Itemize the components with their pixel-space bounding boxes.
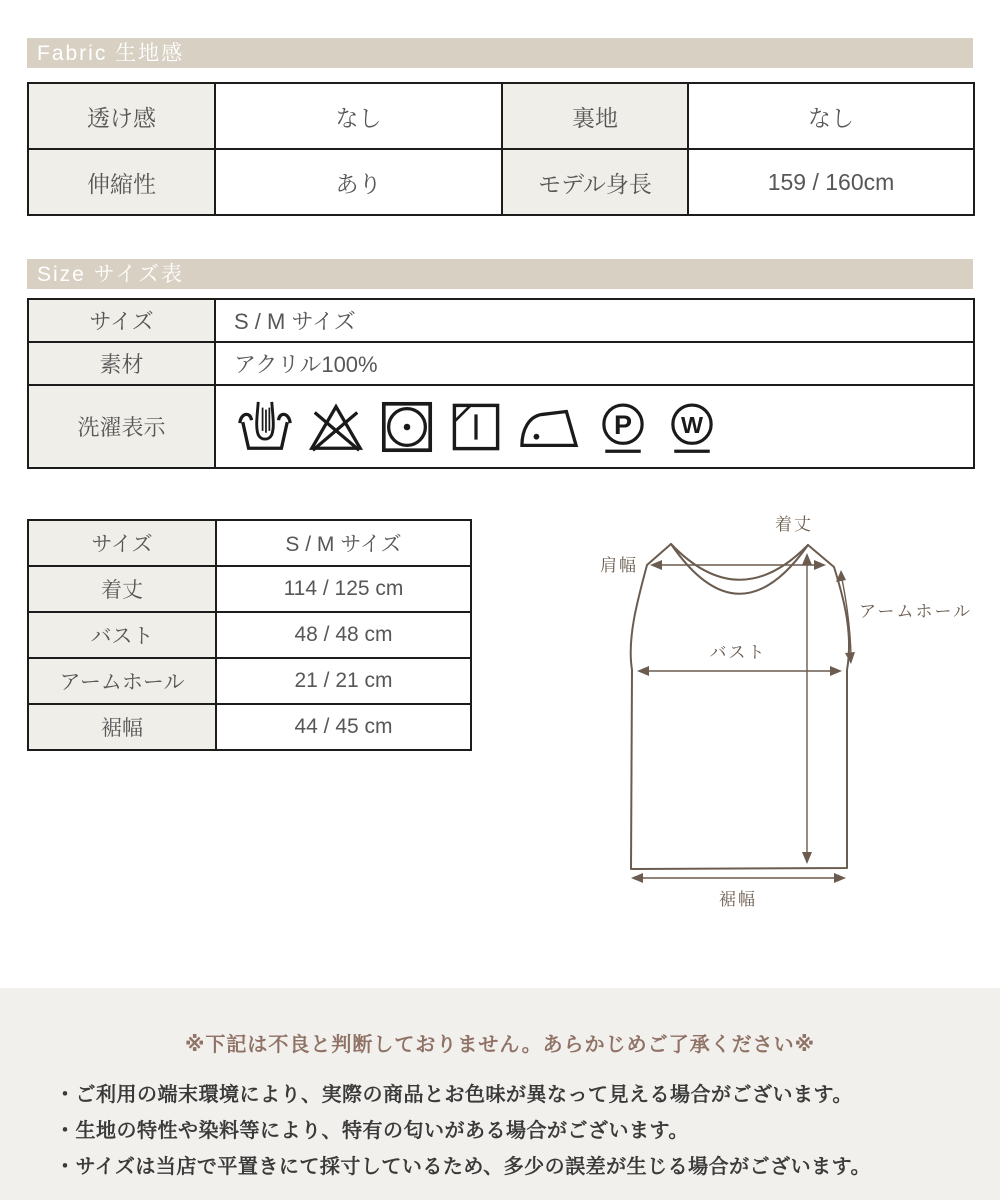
hem-width-label: 裾幅: [719, 890, 757, 909]
fabric-label-sheerness: 透け感: [28, 83, 215, 149]
meas-label-armhole: アームホール: [28, 658, 216, 704]
vest-back-neckline: [671, 544, 808, 580]
meas-value-length: 114 / 125 cm: [216, 566, 471, 612]
garment-diagram: [557, 507, 977, 922]
care-icons-cell: [215, 385, 974, 468]
fabric-value-model-height: 159 / 160cm: [688, 149, 974, 215]
tumble-dry-low-icon: [378, 398, 436, 456]
meas-label-length: 着丈: [28, 566, 216, 612]
table-row: [28, 149, 974, 215]
shoulder-width-label: 肩幅: [600, 556, 638, 575]
table-row: [28, 83, 974, 149]
notice-item-measure: ・サイズは当店で平置きにて採寸しているため、多少の誤差が生じる場合がございます。: [55, 1156, 871, 1178]
meas-label-hem: 裾幅: [28, 704, 216, 750]
material-value: アクリル100%: [215, 342, 974, 385]
wet-clean-w-icon: [664, 398, 720, 456]
meas-value-hem: 44 / 45 cm: [216, 704, 471, 750]
care-icons: [234, 398, 972, 456]
shade-line-dry-icon: [449, 398, 503, 456]
body-length-label: 着丈: [775, 515, 813, 534]
hand-wash-icon: [236, 398, 294, 456]
table-row: [28, 658, 471, 704]
size-label: サイズ: [28, 299, 215, 342]
dry-clean-letter: P: [613, 409, 633, 440]
fabric-section-header: [27, 38, 973, 68]
vest-outline: [631, 544, 849, 869]
table-row: [28, 566, 471, 612]
notice-item-odor: ・生地の特性や染料等により、特有の匂いがある場合がございます。: [55, 1120, 689, 1142]
content: [27, 38, 973, 934]
size-table: [27, 298, 975, 469]
measurements-table: [27, 519, 472, 751]
dry-clean-p-icon: [595, 398, 651, 456]
size-section-title: Size サイズ表: [37, 263, 185, 286]
table-row: [28, 342, 974, 385]
fabric-label-model-height: モデル身長: [502, 149, 688, 215]
fabric-label-lining: 裏地: [502, 83, 688, 149]
notice-items: [55, 1077, 1000, 1185]
meas-label-bust: バスト: [28, 612, 216, 658]
bust-label: バスト: [709, 643, 767, 662]
size-value: S / M サイズ: [215, 299, 974, 342]
do-not-bleach-icon: [307, 398, 365, 456]
notice-title: ※下記は不良と判断しておりません。あらかじめご了承ください※: [184, 1034, 816, 1056]
arrowheads: [631, 553, 855, 883]
vest-front-neckline: [671, 544, 808, 594]
care-label: 洗濯表示: [28, 385, 215, 468]
table-row: [28, 385, 974, 468]
fabric-label-stretch: 伸縮性: [28, 149, 215, 215]
notice-section: [0, 988, 1000, 1200]
size-section-header: [27, 259, 973, 289]
meas-value-size: S / M サイズ: [216, 520, 471, 566]
garment-diagram-svg: [557, 507, 977, 917]
meas-label-size: サイズ: [28, 520, 216, 566]
fabric-value-sheerness: なし: [215, 83, 502, 149]
armhole-label: アームホール: [859, 602, 973, 621]
table-row: [28, 704, 471, 750]
fabric-value-stretch: あり: [215, 149, 502, 215]
table-row: [28, 520, 471, 566]
fabric-value-lining: なし: [688, 83, 974, 149]
material-label: 素材: [28, 342, 215, 385]
table-row: [28, 299, 974, 342]
meas-value-armhole: 21 / 21 cm: [216, 658, 471, 704]
iron-low-icon: [516, 398, 582, 456]
table-row: [28, 612, 471, 658]
notice-item-color: ・ご利用の端末環境により、実際の商品とお色味が異なって見える場合がございます。: [55, 1084, 853, 1106]
meas-value-bust: 48 / 48 cm: [216, 612, 471, 658]
fabric-section-title: Fabric 生地感: [37, 42, 185, 65]
fabric-table: [27, 82, 975, 216]
wet-clean-letter: W: [680, 411, 704, 438]
measurements-block: [27, 515, 973, 934]
